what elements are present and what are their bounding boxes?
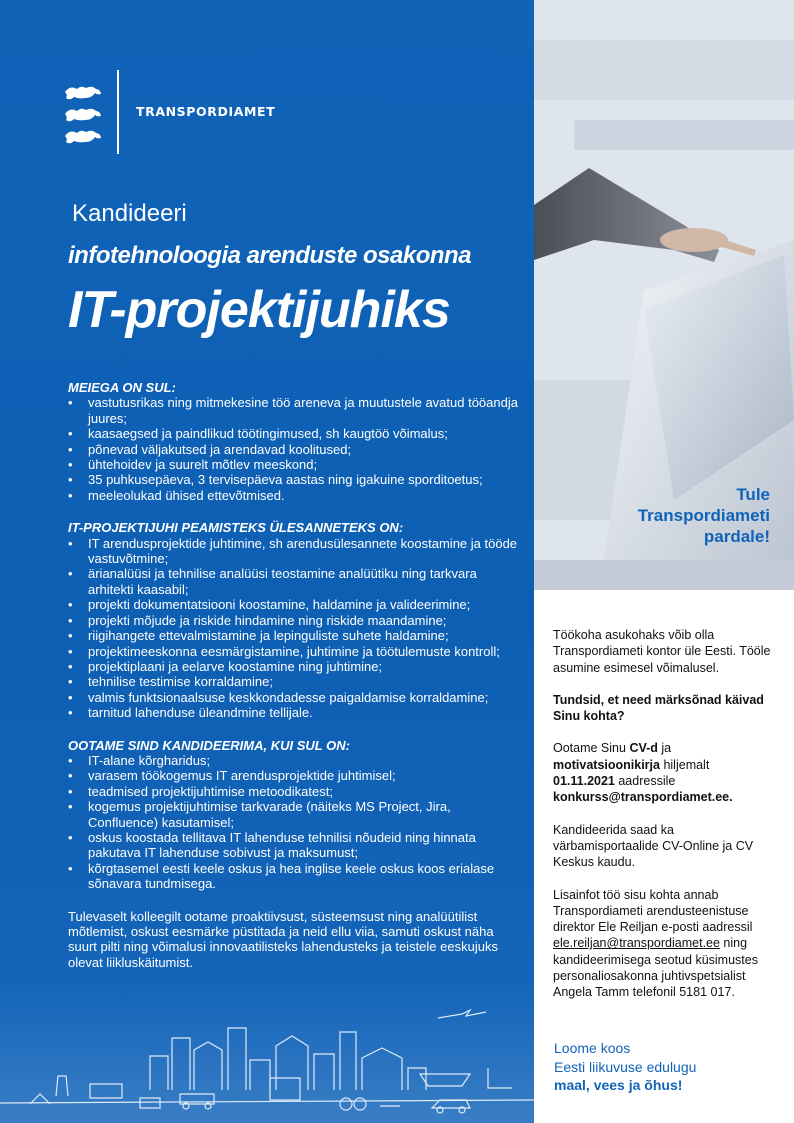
list-item: • meeleolukad ühised ettevõtmised. — [68, 488, 523, 503]
application-email[interactable]: konkurss@transpordiamet.ee. — [553, 790, 733, 805]
list-item: • valmis funktsionaalsuse keskkondadesse paigaldamise korraldamine; — [68, 690, 523, 705]
list-item: • projekti mõjude ja riskide hindamine ning riskide maandamine; — [68, 613, 523, 628]
list-item: • IT arendusprojektide juhtimine, sh arendusülesannete koostamine ja tööde vastuvõtmine; — [68, 536, 523, 567]
apply-text: Ootame Sinu CV-d ja motivatsioonikirja hiljemalt 01.11.2021 aadressile konkurss@transpordiamet.ee. — [553, 741, 733, 805]
city-skyline-illustration — [0, 998, 534, 1123]
job-sections — [68, 380, 523, 970]
list-item: • põnevad väljakutsed ja arendavad koolitused; — [68, 442, 523, 457]
headline-position: IT-projektijuhiks — [68, 281, 450, 339]
brand-name: TRANSPORDIAMET — [136, 104, 276, 119]
footer-line: Loome koos — [554, 1040, 631, 1056]
application-info — [553, 627, 773, 1017]
section-title: IT-PROJEKTIJUHI PEAMISTEKS ÜLESANNETEKS ON: — [68, 520, 404, 536]
list-item: • kaasaegsed ja paindlikud töötingimused, sh kaugtöö võimalus; — [68, 426, 523, 441]
list-item: • kogemus projektijuhtimise tarkvarade (näiteks MS Project, Jira, Confluence) kasutamisel; — [68, 799, 523, 830]
list-item: • projektiplaani ja eelarve koostamine ning juhtimine; — [68, 659, 523, 674]
coat-of-arms-lions-icon — [62, 84, 104, 154]
headline-department: infotehnoloogia arenduste osakonna — [68, 242, 472, 269]
footer-line: maal, vees ja õhus! — [554, 1077, 683, 1093]
list-item: • ühtehoidev ja suurelt mõtlev meeskond; — [68, 457, 523, 472]
list-item: • vastutusrikas ning mitmekesine töö areneva ja muutustele avatud tööandja juures; — [68, 395, 523, 426]
list-item: • IT-alane kõrgharidus; — [68, 753, 523, 768]
list-item: • oskus koostada tellitava IT lahenduse tehnilisi nõudeid ning hinnata pakutava IT lahenduse sobivust ja maksumust; — [68, 830, 523, 861]
slogan-line: pardale! — [703, 527, 770, 546]
slogan-line: Transpordiameti — [637, 506, 770, 525]
list-item: • projektimeeskonna eesmärgistamine, juhtimine ja töötulemuste kontroll; — [68, 644, 523, 659]
list-item: • teadmised projektijuhtimise metoodikatest; — [68, 784, 523, 799]
benefits-list — [68, 395, 523, 503]
footer-slogan — [554, 1039, 696, 1095]
list-item: • 35 puhkusepäeva, 3 tervisepäeva aastas ning igakuine sporditoetus; — [68, 472, 523, 487]
list-item: • tehnilise testimise korraldamine; — [68, 674, 523, 689]
requirements-list — [68, 753, 523, 892]
closing-paragraph: Tulevaselt kolleegilt ootame proaktiivsust, süsteemsust ning analüütilist mõtlemist, oskust eesmärke püstitada ja neid ellu viia, samuti oskust näha suurt pilti ning võimalusi innovaatilisteks lahendusteks ja teistele eeskujuks olevat liikluskäitumist. — [68, 908, 498, 970]
list-item: • ärianalüüsi ja tehnilise analüüsi teostamine analüütiku ning tarkvara arhitekti kaasabil; — [68, 566, 523, 597]
location-text: Töökoha asukohaks võib olla Transpordiameti kontor üle Eesti. Tööle asumine esimesel võimalusel. — [553, 628, 771, 675]
duties-list — [68, 536, 523, 721]
slogan — [638, 484, 770, 547]
cv-label: CV-d — [629, 741, 658, 756]
section-duties — [68, 520, 523, 720]
list-item: • tarnitud lahenduse üleandmine tellijale. — [68, 705, 523, 720]
contact-email-link[interactable]: ele.reiljan@transpordiamet.ee — [553, 936, 720, 951]
list-item: • riigihangete ettevalmistamine ja lepinguliste suhete haldamine; — [68, 628, 523, 643]
portals-text: Kandideerida saad ka värbamisportaalide CV-Online ja CV Keskus kaudu. — [553, 822, 754, 870]
section-title: OOTAME SIND KANDIDEERIMA, KUI SUL ON: — [68, 737, 350, 753]
slogan-line: Tule — [736, 485, 770, 504]
deadline-date: 01.11.2021 — [553, 774, 615, 789]
list-item: • projekti dokumentatsiooni koostamine, haldamine ja valideerimine; — [68, 597, 523, 612]
section-benefits — [68, 380, 523, 503]
list-item: • kõrgtasemel eesti keele oskus ja hea inglise keele oskus koos erialase sõnavara tundmisega. — [68, 861, 523, 892]
transpordiamet-logo — [62, 70, 322, 154]
headline-call: Kandideeri — [72, 200, 187, 227]
section-title: MEIEGA ON SUL: — [68, 380, 176, 395]
contact-text: Lisainfot töö sisu kohta annab Transpordiameti arendusteenistuse direktor Ele Reiljan e-posti aadressil ele.reiljan@transpordiamet.ee ning kandideerimisega seotud küsimustes personaliosakonna juhtivspetsialist Angela Tamm telefonil 5181 017. — [553, 887, 758, 1000]
list-item: • varasem töökogemus IT arendusprojektide juhtimisel; — [68, 768, 523, 783]
section-requirements — [68, 738, 523, 892]
letter-label: motivatsioonikirja — [553, 757, 660, 772]
question-text: Tundsid, et need märksõnad käivad Sinu kohta? — [553, 692, 764, 724]
footer-line: Eesti liikuvuse edulugu — [554, 1058, 697, 1075]
